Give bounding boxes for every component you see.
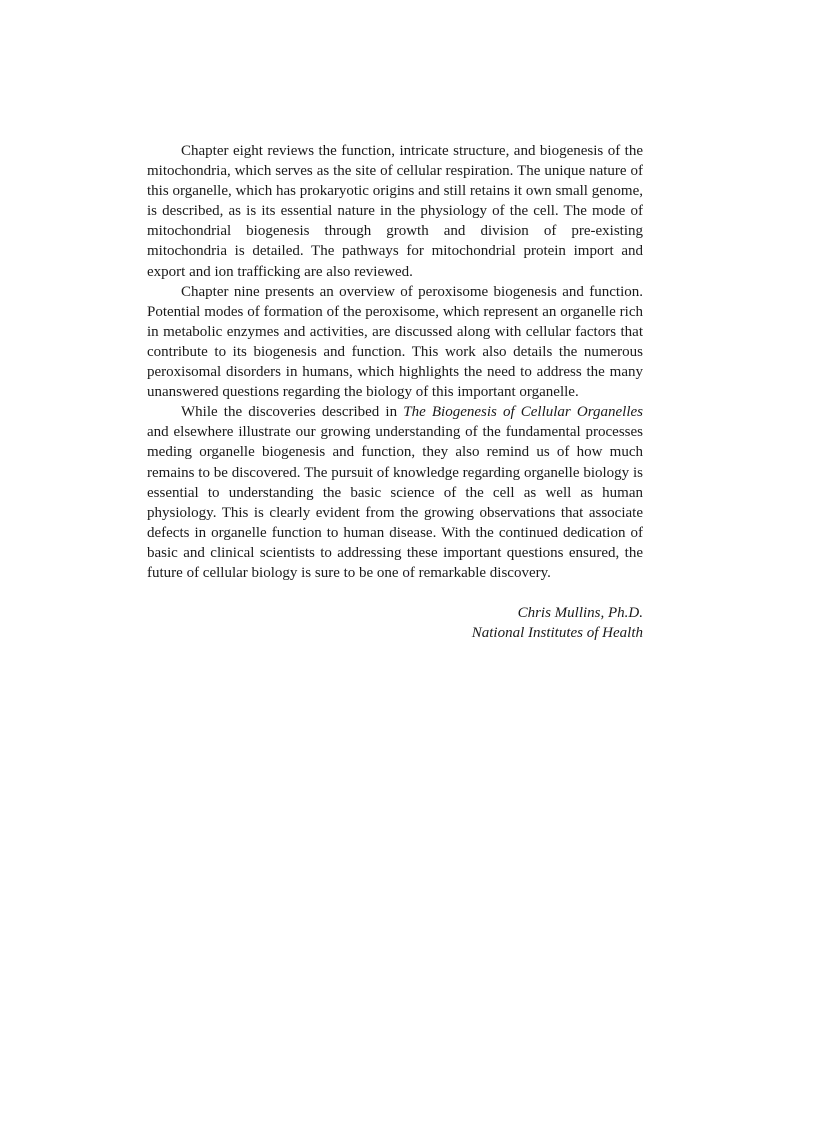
paragraph-conclusion-body: and elsewhere illustrate our growing understanding of the fundamental processes meding organelle biogenesis and function, they also remind us of how much remains to be discovered. The pursuit of knowledge regarding organelle biology is essential to understanding the basic science of the cell as well as human physiology. This is clearly evident from the growing observations that associate defects in organelle function to human disease. With the continued dedication of basic and clinical scientists to addressing these important questions ensured, the future of cellular biology is sure to be one of remarkable discovery.: [147, 424, 643, 581]
signature-block: [147, 603, 643, 643]
paragraph-peroxisome: Chapter nine presents an overview of peroxisome biogenesis and function. Potential modes of formation of the peroxisome, which represent an organelle rich in metabolic enzymes and activities, are discussed along with cellular factors that contribute to its biogenesis and function. This work also details the numerous peroxisomal disorders in humans, which highlights the need to address the many unanswered questions regarding the biology of this important organelle.: [147, 283, 643, 401]
paragraph-conclusion-intro: While the discoveries described in: [181, 404, 404, 421]
author-name: Chris Mullins, Ph.D.: [517, 605, 643, 622]
paragraph-mitochondria: Chapter eight reviews the function, intricate structure, and biogenesis of the mitochondria, which serves as the site of cellular respiration. The unique nature of this organelle, which has prokaryotic origins and still retains it own small genome, is described, as is its essential nature in the physiology of the cell. The mode of mitochondrial biogenesis through growth and division of pre-existing mitochondria is detailed. The pathways for mitochondrial protein import and export and ion trafficking are also reviewed.: [147, 143, 643, 280]
book-title: The Biogenesis of Cellular Organelles: [403, 404, 643, 421]
author-affiliation: National Institutes of Health: [471, 625, 643, 642]
document-body: [147, 141, 643, 643]
paragraph-conclusion: [147, 402, 643, 583]
